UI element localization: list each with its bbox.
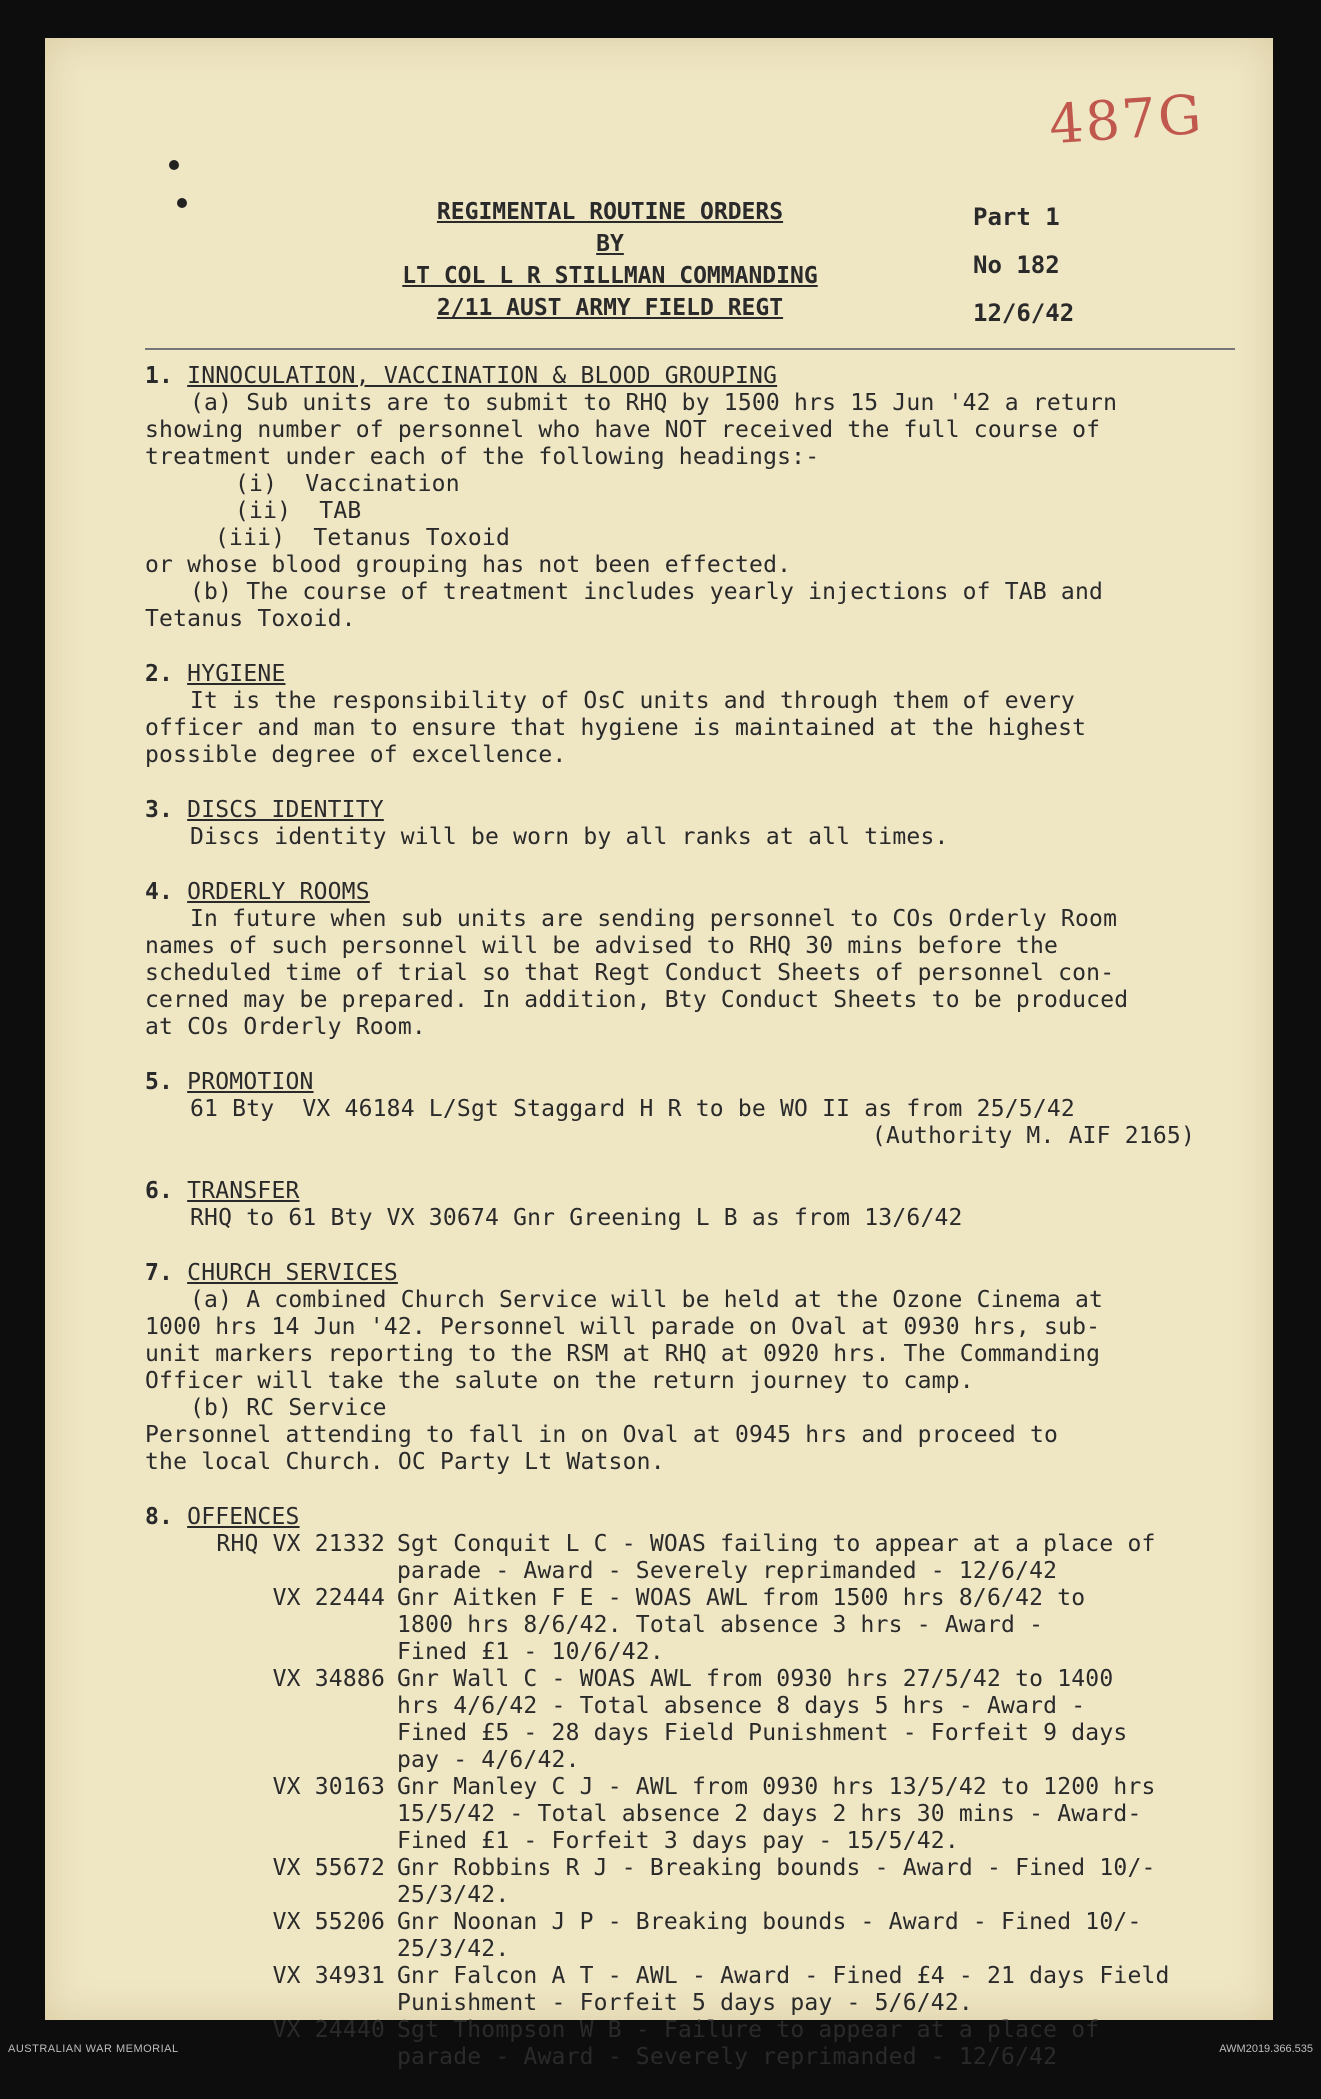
offence-line: Gnr Falcon A T - AWL - Award - Fined £4 - 21 days Field xyxy=(397,1963,1170,1989)
offence-line: pay - 4/6/42. xyxy=(397,1747,580,1773)
title-line: BY xyxy=(596,231,624,257)
section-line: at COs Orderly Room. xyxy=(145,1014,426,1040)
footer-institution: AUSTRALIAN WAR MEMORIAL xyxy=(8,2043,179,2055)
section-line: or whose blood grouping has not been effected. xyxy=(145,552,792,578)
section-line: possible degree of excellence. xyxy=(145,742,567,768)
section-title: ORDERLY ROOMS xyxy=(187,879,370,905)
section-line: officer and man to ensure that hygiene is maintained at the highest xyxy=(145,715,1087,741)
offence-entry xyxy=(145,1666,1255,1774)
offence-line: 25/3/42. xyxy=(397,1936,510,1962)
offence-line: Sgt Conquit L C - WOAS failing to appear at a place of xyxy=(397,1531,1156,1557)
section-line: (ii) TAB xyxy=(235,498,362,524)
offence-line: parade - Award - Severely reprimanded - 12/6/42 xyxy=(397,2044,1058,2070)
section-line: (b) The course of treatment includes yearly injections of TAB and xyxy=(190,579,1104,605)
section-heading xyxy=(145,1504,1255,1531)
offence-details xyxy=(397,1909,1255,1963)
document-reference xyxy=(973,193,1074,337)
order-section xyxy=(145,797,1255,851)
section-line: Tetanus Toxoid. xyxy=(145,606,356,632)
section-line: It is the responsibility of OsC units and through them of every xyxy=(190,688,1075,714)
punch-hole-top xyxy=(169,160,179,170)
section-line: showing number of personnel who have NOT received the full course of xyxy=(145,417,1101,443)
offence-entry xyxy=(145,1531,1255,1585)
order-section xyxy=(145,661,1255,769)
handwritten-reference: 487G xyxy=(1046,82,1206,157)
section-line: treatment under each of the following headings:- xyxy=(145,444,820,470)
section-line: the local Church. OC Party Lt Watson. xyxy=(145,1449,665,1475)
section-line: In future when sub units are sending personnel to COs Orderly Room xyxy=(190,906,1118,932)
section-title: CHURCH SERVICES xyxy=(187,1260,398,1286)
offence-line: Gnr Robbins R J - Breaking bounds - Award - Fined 10/- xyxy=(397,1855,1156,1881)
section-number: 5. xyxy=(145,1069,188,1095)
title-line: REGIMENTAL ROUTINE ORDERS xyxy=(436,199,784,225)
section-title: HYGIENE xyxy=(187,661,286,687)
section-number: 2. xyxy=(145,661,188,687)
section-heading xyxy=(145,1178,1255,1205)
order-section xyxy=(145,1260,1255,1476)
order-number: No 182 xyxy=(973,251,1060,279)
section-number: 7. xyxy=(145,1260,188,1286)
offence-line: Punishment - Forfeit 5 days pay - 5/6/42. xyxy=(397,1990,973,2016)
section-heading xyxy=(145,1069,1255,1096)
offence-service-number: VX 24440 xyxy=(272,2017,385,2043)
offence-details xyxy=(397,1666,1255,1774)
offence-line: Gnr Noonan J P - Breaking bounds - Award - Fined 10/- xyxy=(397,1909,1142,1935)
offence-service-number: VX 34886 xyxy=(272,1666,385,1692)
offence-line: Fined £5 - 28 days Field Punishment - Forfeit 9 days xyxy=(397,1720,1128,1746)
order-section xyxy=(145,363,1255,633)
footer-catalogue-id: AWM2019.366.535 xyxy=(1219,2043,1313,2055)
offence-details xyxy=(397,1585,1255,1666)
offence-line: Gnr Aitken F E - WOAS AWL from 1500 hrs 8/6/42 to xyxy=(397,1585,1086,1611)
section-title: OFFENCES xyxy=(187,1504,300,1530)
offence-details xyxy=(397,1963,1255,2017)
offence-line: Fined £1 - 10/6/42. xyxy=(397,1639,664,1665)
section-line: (iii) Tetanus Toxoid xyxy=(215,525,510,551)
offences-section xyxy=(145,1504,1255,2071)
section-line: Officer will take the salute on the return journey to camp. xyxy=(145,1368,974,1394)
offence-service-number: RHQ VX 21332 xyxy=(216,1531,385,1557)
offence-service-number: VX 22444 xyxy=(272,1585,385,1611)
section-title: PROMOTION xyxy=(187,1069,314,1095)
section-title: DISCS IDENTITY xyxy=(187,797,384,823)
section-line: 1000 hrs 14 Jun '42. Personnel will parade on Oval at 0930 hrs, sub- xyxy=(145,1314,1101,1340)
offence-details xyxy=(397,1774,1255,1855)
offence-line: 15/5/42 - Total absence 2 days 2 hrs 30 mins - Award- xyxy=(397,1801,1142,1827)
section-heading xyxy=(145,797,1255,824)
section-heading xyxy=(145,1260,1255,1287)
offence-line: Gnr Wall C - WOAS AWL from 0930 hrs 27/5/42 to 1400 xyxy=(397,1666,1114,1692)
offence-entry xyxy=(145,1963,1255,2017)
section-line: Personnel attending to fall in on Oval at 0945 hrs and proceed to xyxy=(145,1422,1059,1448)
offence-line: parade - Award - Severely reprimanded - 12/6/42 xyxy=(397,1558,1058,1584)
offence-entry xyxy=(145,1774,1255,1855)
offence-line: Gnr Manley C J - AWL from 0930 hrs 13/5/42 to 1200 hrs xyxy=(397,1774,1156,1800)
section-number: 8. xyxy=(145,1504,188,1530)
offence-line: hrs 4/6/42 - Total absence 8 days 5 hrs - Award - xyxy=(397,1693,1086,1719)
order-section xyxy=(145,1069,1255,1150)
title-line: 2/11 AUST ARMY FIELD REGT xyxy=(436,295,784,321)
section-heading xyxy=(145,879,1255,906)
offence-entry xyxy=(145,1585,1255,1666)
section-title: TRANSFER xyxy=(187,1178,300,1204)
section-title: INNOCULATION, VACCINATION & BLOOD GROUPING xyxy=(187,363,778,389)
section-line: scheduled time of trial so that Regt Conduct Sheets of personnel con- xyxy=(145,960,1115,986)
section-line: Discs identity will be worn by all ranks at all times. xyxy=(190,824,949,850)
section-number: 1. xyxy=(145,363,188,389)
section-heading xyxy=(145,363,1255,390)
section-line: (a) Sub units are to submit to RHQ by 1500 hrs 15 Jun '42 a return xyxy=(190,390,1118,416)
offence-line: 25/3/42. xyxy=(397,1882,510,1908)
offence-service-number: VX 30163 xyxy=(272,1774,385,1800)
offence-service-number: VX 55672 xyxy=(272,1855,385,1881)
offence-service-number: VX 34931 xyxy=(272,1963,385,1989)
header-divider xyxy=(145,348,1235,350)
title-line: LT COL L R STILLMAN COMMANDING xyxy=(402,263,818,289)
order-section xyxy=(145,1178,1255,1232)
offence-line: Fined £1 - Forfeit 3 days pay - 15/5/42. xyxy=(397,1828,959,1854)
offence-entry xyxy=(145,1855,1255,1909)
offence-details xyxy=(397,1531,1255,1585)
section-line: (i) Vaccination xyxy=(235,471,460,497)
section-line: (b) RC Service xyxy=(190,1395,387,1421)
section-line: names of such personnel will be advised to RHQ 30 mins before the xyxy=(145,933,1059,959)
document-body xyxy=(145,363,1255,2099)
offence-line: Sgt Thompson W B - Failure to appear at a place of xyxy=(397,2017,1100,2043)
offence-entry xyxy=(145,1909,1255,1963)
section-line: 61 Bty VX 46184 L/Sgt Staggard H R to be WO II as from 25/5/42 xyxy=(190,1096,1075,1122)
document-title xyxy=(330,196,890,324)
section-number: 6. xyxy=(145,1178,188,1204)
part-label: Part 1 xyxy=(973,203,1060,231)
section-number: 4. xyxy=(145,879,188,905)
offence-line: 1800 hrs 8/6/42. Total absence 3 hrs - Award - xyxy=(397,1612,1044,1638)
order-date: 12/6/42 xyxy=(973,299,1075,327)
offence-details xyxy=(397,1855,1255,1909)
section-line: (a) A combined Church Service will be held at the Ozone Cinema at xyxy=(190,1287,1104,1313)
section-line: (Authority M. AIF 2165) xyxy=(871,1123,1195,1149)
section-line: RHQ to 61 Bty VX 30674 Gnr Greening L B as from 13/6/42 xyxy=(190,1205,963,1231)
section-line: unit markers reporting to the RSM at RHQ at 0920 hrs. The Commanding xyxy=(145,1341,1101,1367)
footer-bar xyxy=(0,2039,1321,2061)
section-heading xyxy=(145,661,1255,688)
section-line: cerned may be prepared. In addition, Bty Conduct Sheets to be produced xyxy=(145,987,1129,1013)
order-section xyxy=(145,879,1255,1041)
punch-hole-bottom xyxy=(177,198,187,208)
section-number: 3. xyxy=(145,797,188,823)
offence-service-number: VX 55206 xyxy=(272,1909,385,1935)
